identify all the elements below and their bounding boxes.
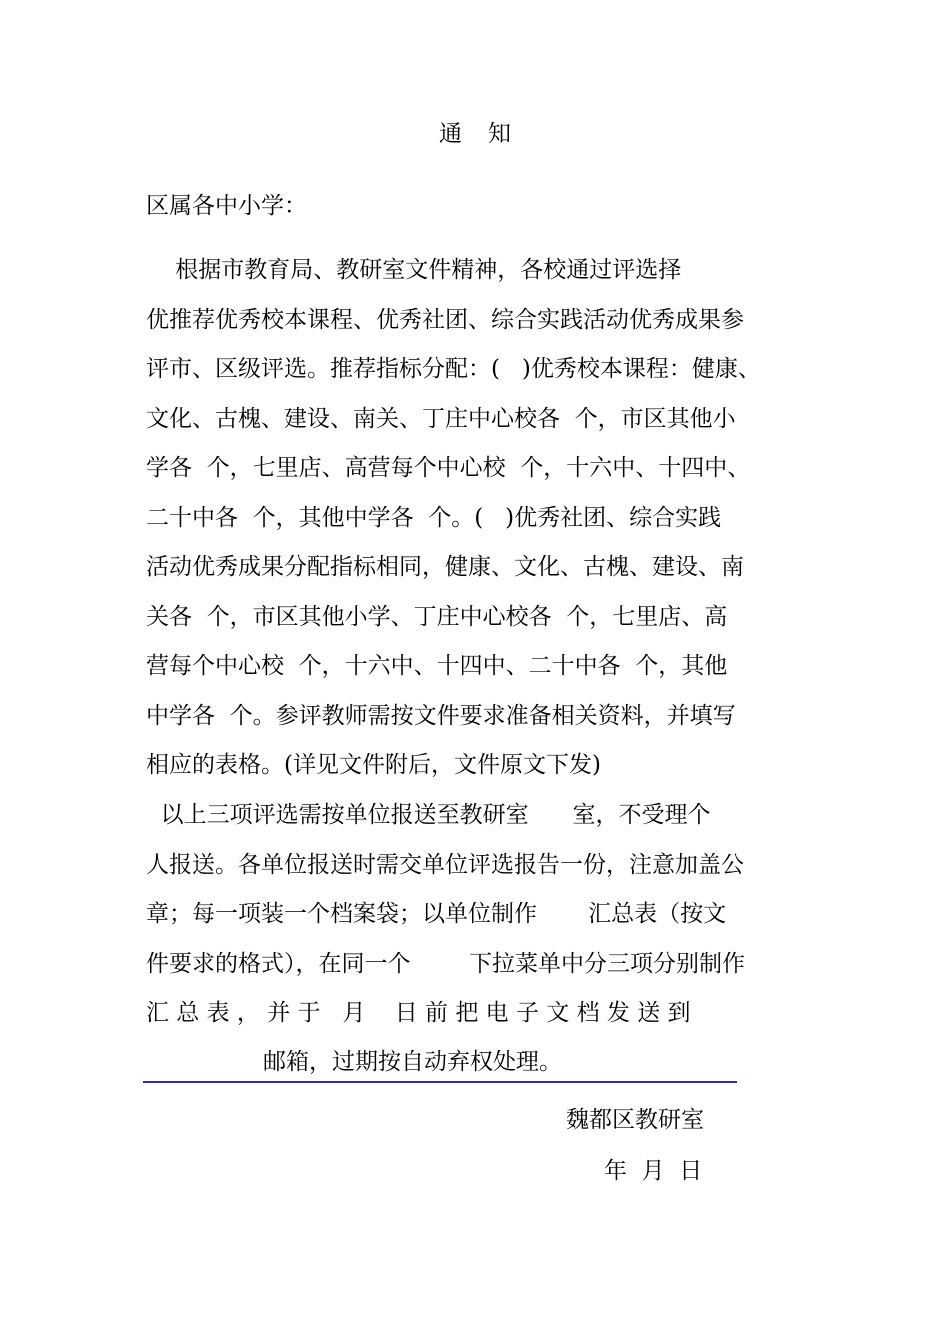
body-line-1: 根据市教育局、教研室文件精神，各校通过评选择 bbox=[146, 257, 682, 283]
blue-underline-divider bbox=[143, 1081, 737, 1083]
body-line-11: 相应的表格。(详见文件附后，文件原文下发) bbox=[146, 752, 601, 778]
body-line-15: 件要求的格式），在同一个 下拉菜单中分三项分别制作 bbox=[146, 951, 745, 977]
body-line-6: 二十中各 个，其他中学各 个。( )优秀社团、综合实践 bbox=[146, 505, 722, 531]
date-line: 年 月 日 bbox=[604, 1158, 703, 1184]
body-line-3: 评市、区级评选。推荐指标分配：( )优秀校本课程：健康、 bbox=[146, 356, 761, 382]
signature: 魏都区教研室 bbox=[566, 1107, 704, 1133]
body-line-7: 活动优秀成果分配指标相同，健康、文化、古槐、建设、南 bbox=[146, 554, 744, 580]
body-line-8: 关各 个，市区其他小学、丁庄中心校各 个，七里店、高 bbox=[146, 604, 728, 630]
body-line-13: 人报送。各单位报送时需交单位评选报告一份，注意加盖公 bbox=[146, 852, 744, 878]
notice-title: 通知 bbox=[439, 121, 537, 147]
body-line-5: 学各 个，七里店、高营每个中心校 个，十六中、十四中、 bbox=[146, 455, 751, 481]
body-line-4: 文化、古槐、建设、南关、丁庄中心校各 个，市区其他小 bbox=[146, 406, 736, 432]
body-line-2: 优推荐优秀校本课程、优秀社团、综合实践活动优秀成果参 bbox=[146, 307, 744, 333]
body-line-12: 以上三项评选需按单位报送至教研室 室，不受理个 bbox=[146, 802, 711, 828]
body-line-9: 营每个中心校 个，十六中、十四中、二十中各 个，其他 bbox=[146, 653, 728, 679]
body-line-16: 汇 总 表 ， 并 于 月 日 前 把 电 子 文 档 发 送 到 bbox=[146, 1000, 691, 1026]
body-line-14: 章；每一项装一个档案袋；以单位制作 汇总表（按文 bbox=[146, 901, 727, 927]
body-line-17: 邮箱，过期按自动弃权处理。 bbox=[146, 1049, 562, 1075]
body-line-10: 中学各 个。参评教师需按文件要求准备相关资料，并填写 bbox=[146, 703, 736, 729]
salutation: 区属各中小学： bbox=[146, 193, 307, 219]
